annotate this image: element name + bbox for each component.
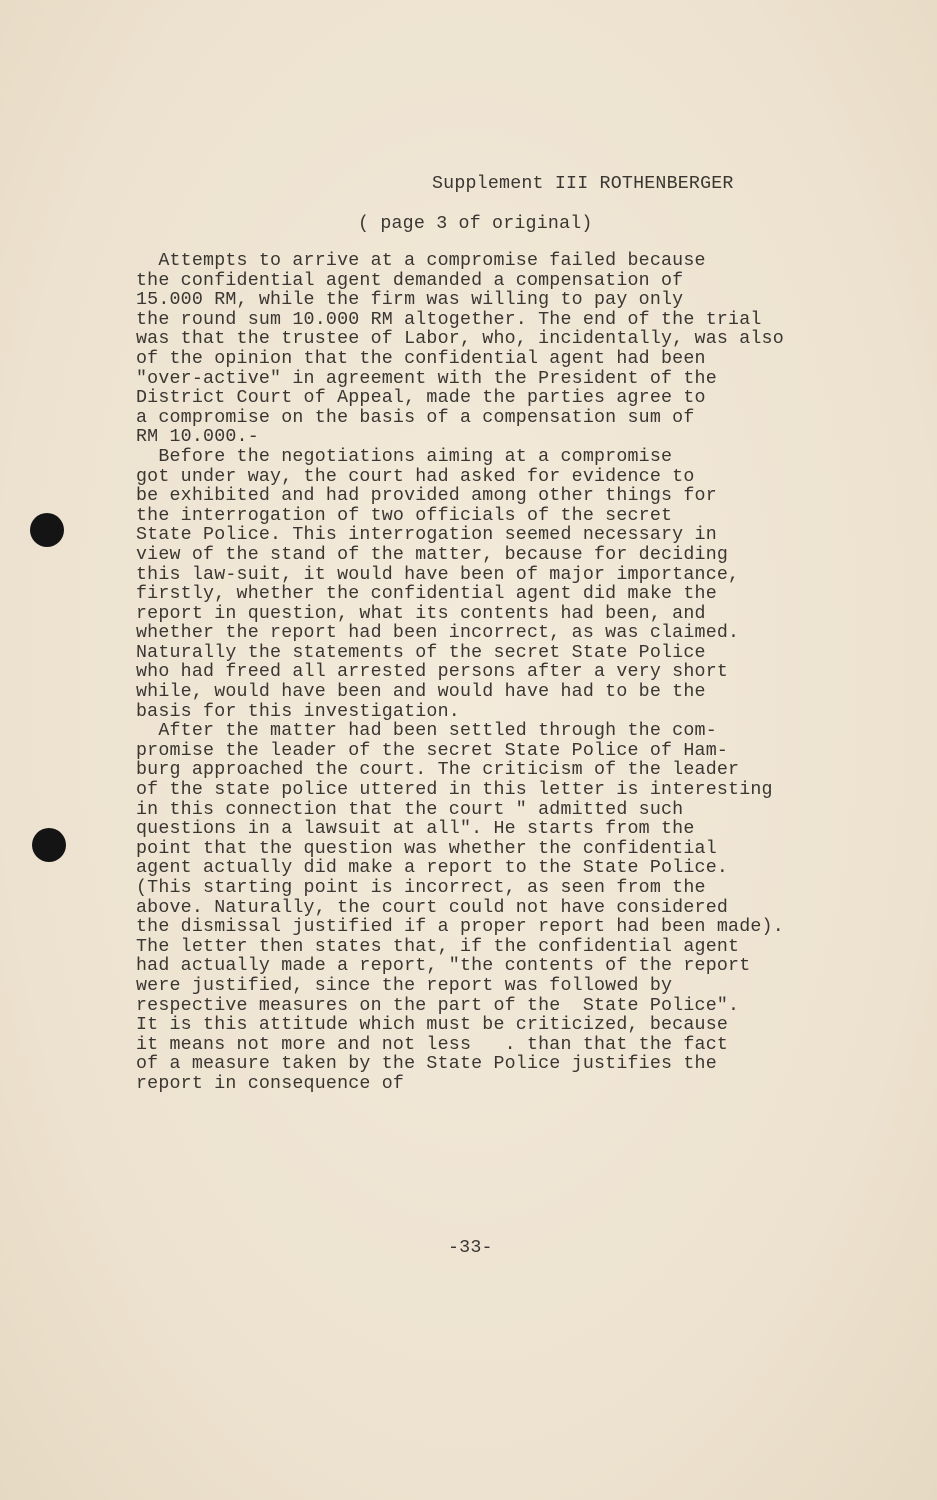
text-line: District Court of Appeal, made the parties agree to	[136, 388, 706, 409]
text-line: of the opinion that the confidential agent had been	[136, 348, 706, 369]
text-line: who had freed all arrested persons after a very short	[136, 662, 729, 683]
text-line: the round sum 10.000 RM altogether. The end of the trial	[136, 309, 762, 330]
text-line: it means not more and not less . than that the fact	[136, 1034, 729, 1055]
page-reference: ( page 3 of original)	[358, 214, 593, 234]
text-line: of a measure taken by the State Police justifies the	[136, 1054, 717, 1075]
text-line: burg approached the court. The criticism of the leader	[136, 760, 740, 781]
text-line: questions in a lawsuit at all". He starts from the	[136, 819, 695, 840]
text-line: above. Naturally, the court could not have considered	[136, 897, 729, 918]
text-line: was that the trustee of Labor, who, incidentally, was also	[136, 329, 784, 350]
text-line: Before the negotiations aiming at a compromise	[136, 446, 673, 467]
text-line: report in consequence of	[136, 1073, 405, 1094]
text-line: whether the report had been incorrect, as was claimed.	[136, 623, 740, 644]
text-line: State Police. This interrogation seemed necessary in	[136, 525, 717, 546]
text-line: basis for this investigation.	[136, 701, 460, 722]
text-line: this law-suit, it would have been of major importance,	[136, 564, 740, 585]
text-line: a compromise on the basis of a compensation sum of	[136, 407, 695, 428]
text-line: of the state police uttered in this letter is interesting	[136, 780, 773, 801]
page-number: -33-	[448, 1238, 493, 1258]
text-line: firstly, whether the confidential agent did make the	[136, 584, 717, 605]
body-text	[136, 252, 784, 1095]
text-line: It is this attitude which must be criticized, because	[136, 1015, 729, 1036]
text-line: agent actually did make a report to the State Police.	[136, 858, 729, 879]
text-line: the interrogation of two officials of the secret	[136, 505, 673, 526]
text-line: The letter then states that, if the confidential agent	[136, 936, 740, 957]
punch-hole	[32, 828, 66, 862]
text-line: promise the leader of the secret State Police of Ham-	[136, 740, 729, 761]
text-line: RM 10.000.-	[136, 427, 259, 448]
text-line: report in question, what its contents had been, and	[136, 603, 706, 624]
text-line: point that the question was whether the confidential	[136, 838, 717, 859]
text-line: while, would have been and would have had to be the	[136, 682, 706, 703]
punch-hole	[30, 513, 64, 547]
text-line: got under way, the court had asked for evidence to	[136, 466, 695, 487]
text-line: respective measures on the part of the State Police".	[136, 995, 740, 1016]
text-line: (This starting point is incorrect, as seen from the	[136, 878, 706, 898]
supplement-title: Supplement III ROTHENBERGER	[432, 174, 734, 194]
text-line: were justified, since the report was followed by	[136, 975, 673, 996]
text-line: "over-active" in agreement with the President of the	[136, 368, 717, 389]
text-line: the dismissal justified if a proper report had been made).	[136, 917, 784, 938]
text-line: Naturally the statements of the secret State Police	[136, 642, 706, 663]
text-line: had actually made a report, "the contents of the report	[136, 956, 751, 977]
text-line: 15.000 RM, while the firm was willing to pay only	[136, 290, 684, 311]
text-line: After the matter had been settled through the com-	[136, 721, 717, 742]
text-line: in this connection that the court " admitted such	[136, 799, 684, 820]
text-line: view of the stand of the matter, because for deciding	[136, 544, 729, 565]
text-line: Attempts to arrive at a compromise failed because	[136, 251, 706, 271]
text-line: be exhibited and had provided among other things for	[136, 486, 717, 507]
text-line: the confidential agent demanded a compensation of	[136, 270, 684, 291]
